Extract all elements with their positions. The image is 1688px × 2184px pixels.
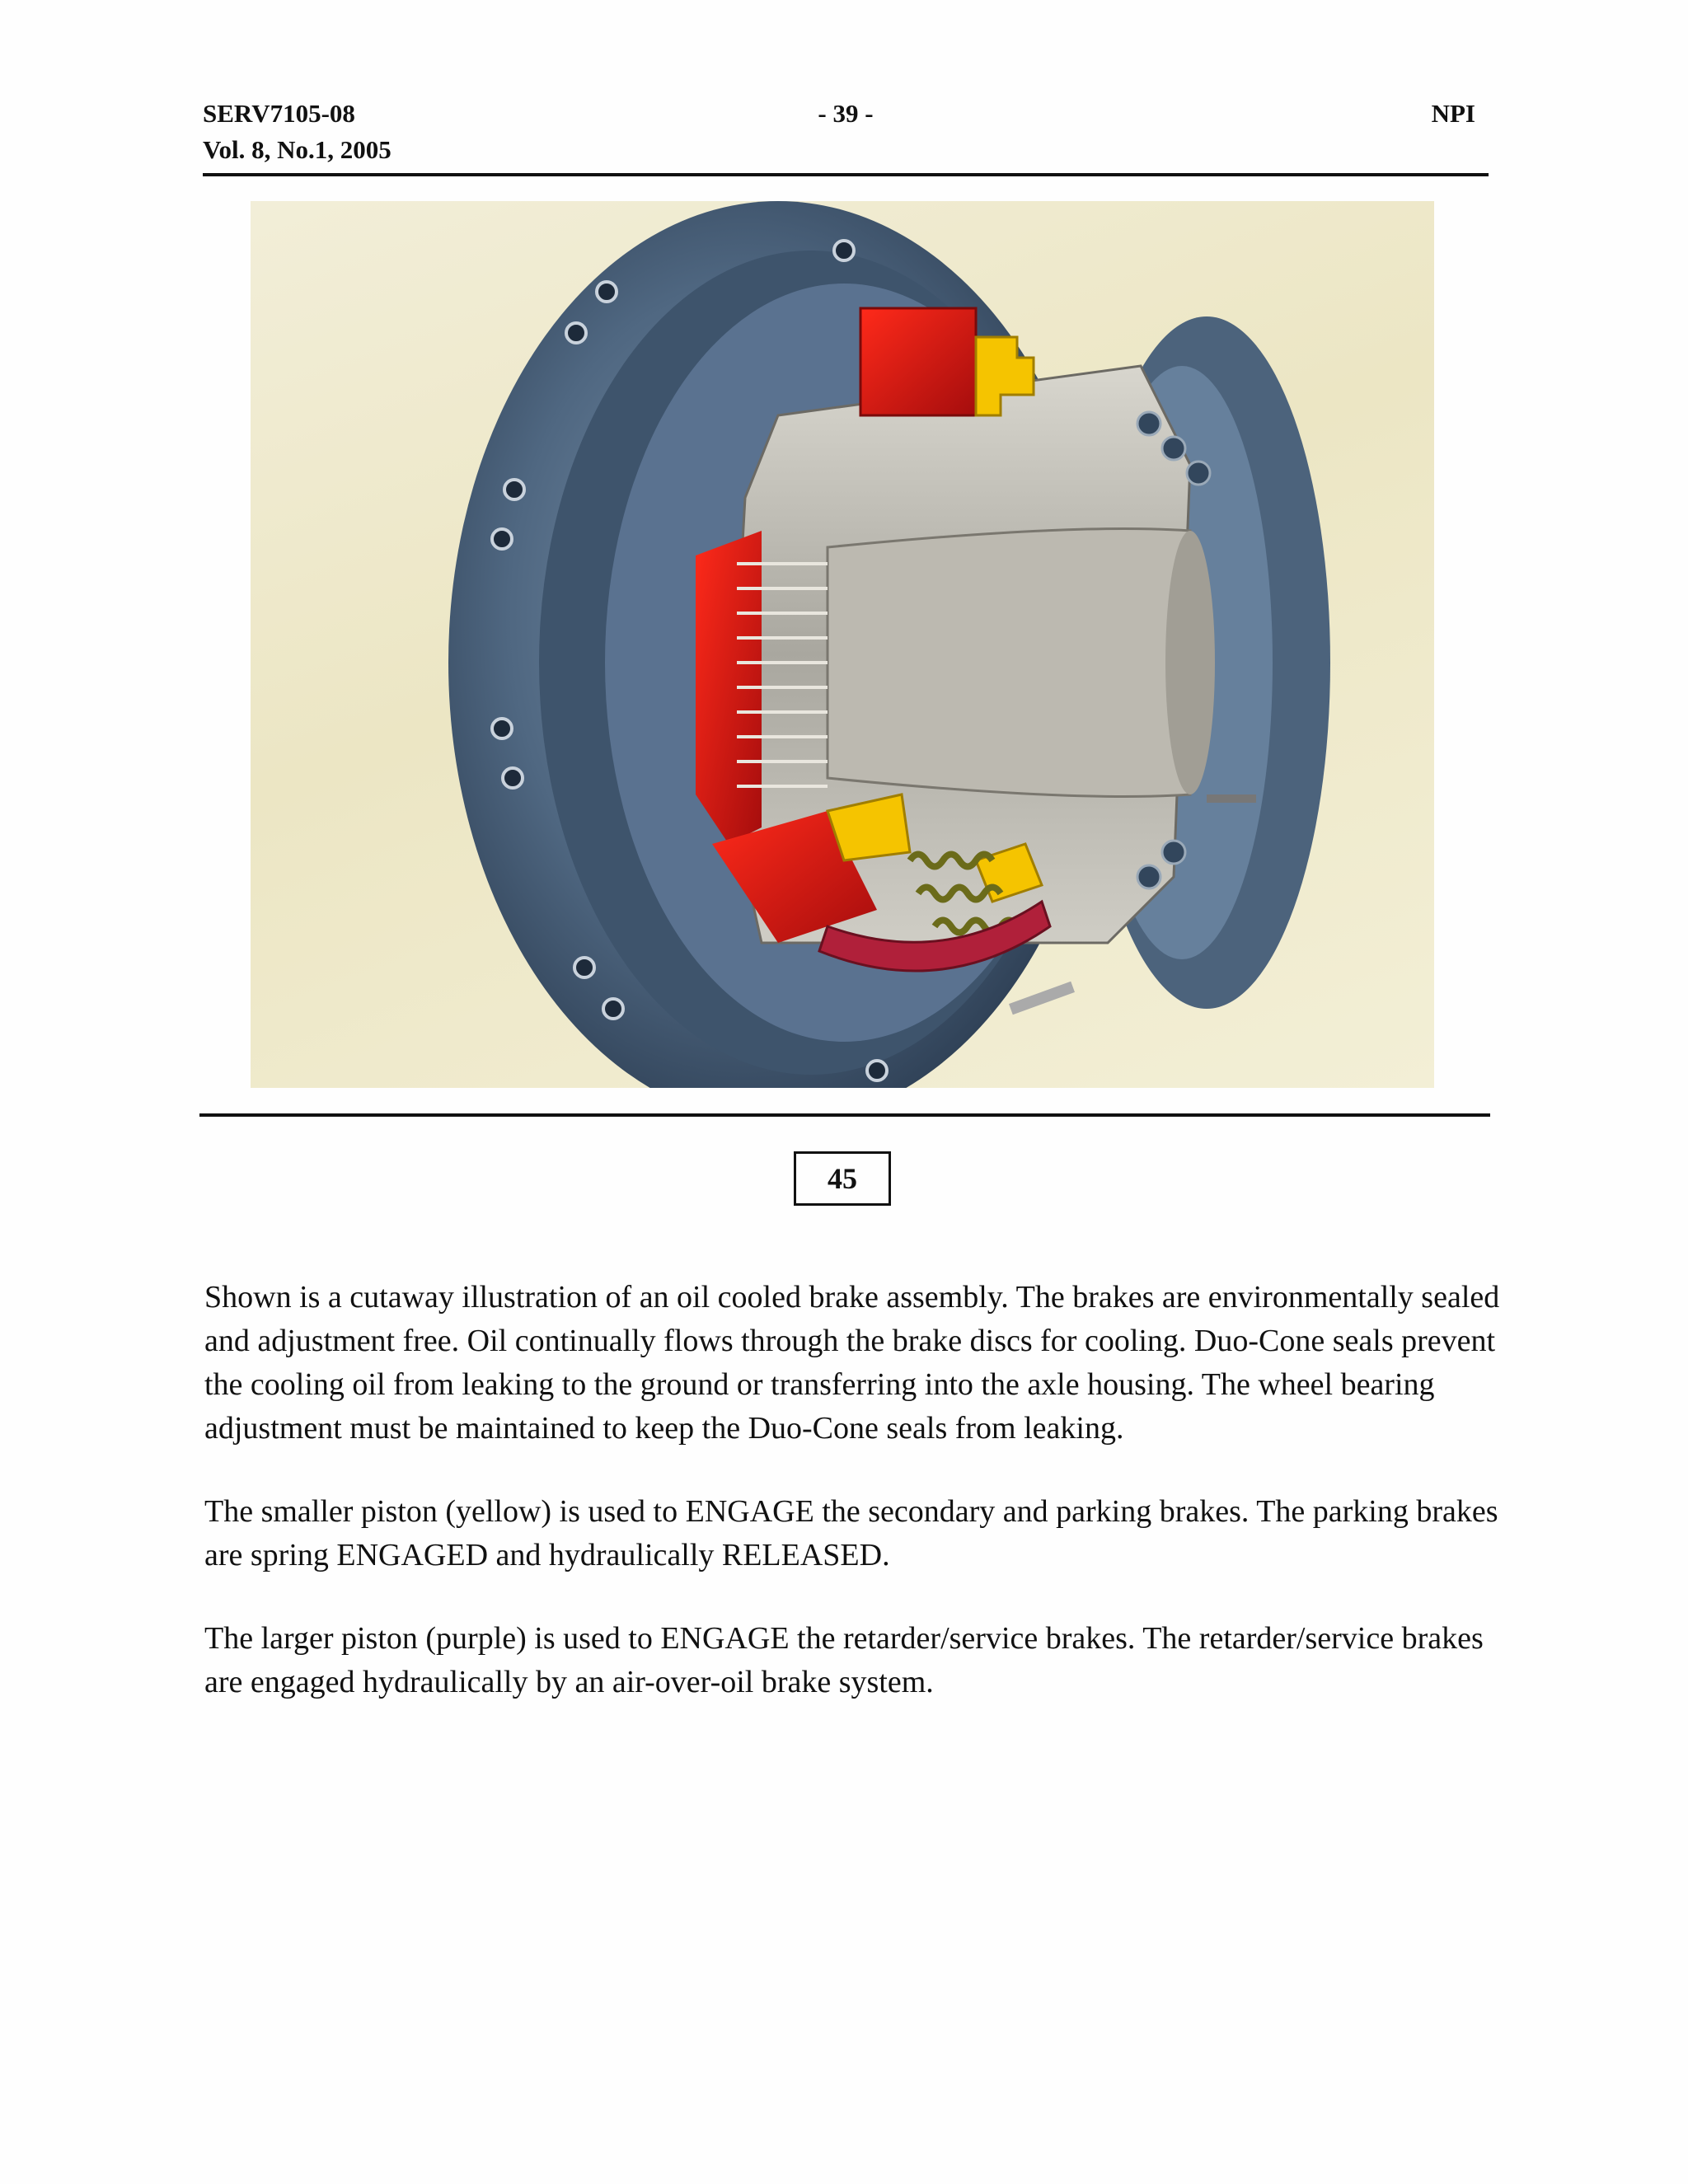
page-header xyxy=(203,99,1489,176)
section-label: NPI xyxy=(1431,99,1475,128)
page-number: - 39 - xyxy=(818,99,874,128)
paragraph-3: The larger piston (purple) is used to ENGAGE the retarder/service brakes. The retarder/service brakes are engaged hydraulically by an air-over-oil brake system. xyxy=(204,1621,1484,1699)
figure-divider xyxy=(199,1113,1490,1117)
document-id: SERV7105-08 xyxy=(203,99,355,128)
body-text xyxy=(204,1276,1507,1744)
volume-info: Vol. 8, No.1, 2005 xyxy=(203,135,392,164)
paragraph-2: The smaller piston (yellow) is used to ENGAGE the secondary and parking brakes. The parking brakes are spring ENGAGED and hydraulically RELEASED. xyxy=(204,1494,1498,1572)
brake-cutaway-illustration xyxy=(251,201,1434,1088)
figure-number: 45 xyxy=(794,1151,891,1206)
paragraph-1: Shown is a cutaway illustration of an oil cooled brake assembly. The brakes are environmentally sealed and adjustment free. Oil continually flows through the brake discs for cooling. Duo-Cone seals prevent the cooling oil from leaking to the ground or transferring into the axle housing. The wheel bearing adjustment must be maintained to keep the Duo-Cone seals from leaking. xyxy=(204,1280,1500,1446)
